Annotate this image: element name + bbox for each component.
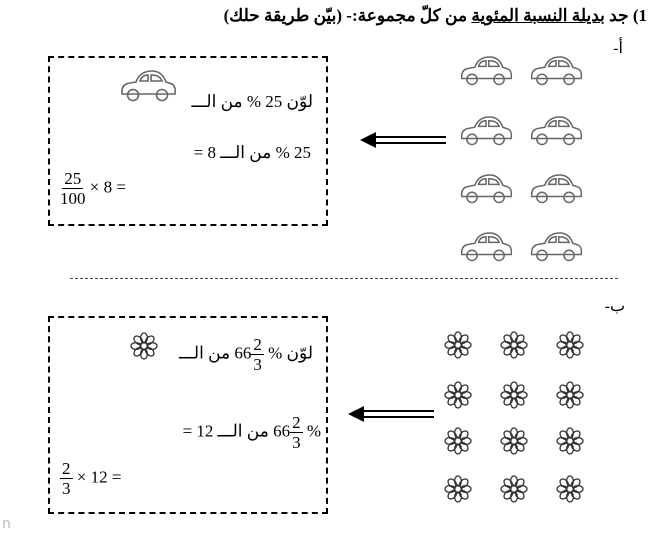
part-b-fraction: $\frac{2}{3}$ [253, 335, 262, 374]
car-icon [528, 52, 584, 95]
flower-icon [128, 331, 160, 366]
flower-icon [498, 426, 530, 461]
car-icon [118, 66, 178, 111]
car-icon [458, 170, 514, 213]
car-icon [458, 112, 514, 155]
question-title [224, 6, 647, 26]
flower-icon [442, 474, 474, 509]
part-b-line2: % $\frac{2}{3}$ 66 من الـــ 12 = [182, 413, 321, 452]
part-b-line3: $\frac{2}{3}$ × 12 = [62, 459, 122, 498]
part-a-line1 [191, 92, 313, 112]
part-a-fraction: $\frac{25}{100}$ [60, 169, 86, 208]
car-icon [528, 228, 584, 271]
title-suffix: من كلّ مجموعة:- (بيّن طريقة حلك) [223, 6, 468, 25]
color-instruction: لوّن [286, 343, 313, 363]
question-number: 1) [632, 6, 647, 25]
car-icon [458, 52, 514, 95]
left-arrow-icon [346, 404, 436, 424]
part-b-line1: لوّن % $\frac{2}{3}$ 66 من الـــ [178, 335, 313, 374]
title-prefix: جد [609, 6, 629, 25]
section-divider [70, 278, 618, 279]
car-icon [458, 228, 514, 271]
part-a-multiply: × 8 = [89, 177, 126, 197]
car-icon [528, 112, 584, 155]
flower-icon [554, 474, 586, 509]
flower-icon [498, 380, 530, 415]
part-a-percent: 25 % [246, 92, 283, 111]
flower-icon [442, 330, 474, 365]
car-icon [528, 170, 584, 213]
part-a-line3 [60, 170, 126, 207]
flower-icon [554, 330, 586, 365]
left-arrow-icon [358, 130, 448, 150]
part-a-label: أ- [613, 40, 623, 57]
flower-icon [498, 474, 530, 509]
flower-icon [442, 426, 474, 461]
flower-icon [442, 380, 474, 415]
part-a-line2: 25 % من الـــ 8 = [193, 143, 311, 162]
part-b-of-text: من الـــ [178, 343, 231, 363]
stray-mark: n [2, 516, 11, 532]
color-instruction: لوّن [286, 92, 313, 111]
flower-icon [498, 330, 530, 365]
flower-icon [554, 426, 586, 461]
title-underlined: بديلة النسبة المئوية [471, 6, 605, 25]
part-b-label: ب- [604, 298, 625, 315]
flower-icon [554, 380, 586, 415]
part-a-of-text: من الـــ [191, 92, 243, 111]
